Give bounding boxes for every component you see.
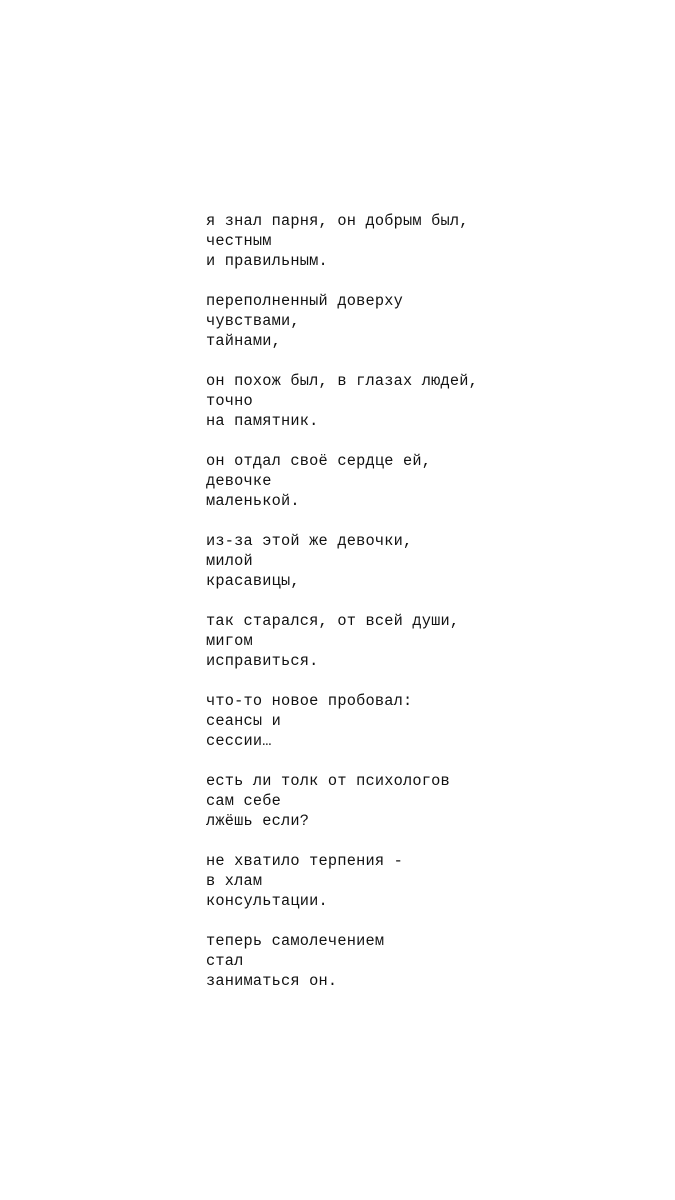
poem-line: честным (206, 232, 272, 250)
poem-line: чувствами, (206, 312, 300, 330)
poem-line: в хлам (206, 872, 263, 890)
stanza-3 (206, 371, 646, 451)
poem-line: он похож был, в глазах людей, (206, 372, 479, 390)
poem-line: стал (206, 952, 244, 970)
stanza-2 (206, 291, 646, 371)
poem-line: консультации. (206, 892, 328, 910)
poem-line: и правильным. (206, 252, 328, 270)
poem-line: из-за этой же девочки, (206, 532, 413, 550)
poem-line: заниматься он. (206, 972, 338, 990)
poem-line: красавицы, (206, 572, 300, 590)
poem-line: сессии… (206, 732, 272, 750)
poem-line: сеансы и (206, 712, 282, 730)
stanza-9 (206, 851, 646, 931)
poem-line: девочке (206, 472, 272, 490)
stanza-6 (206, 611, 646, 691)
poem (206, 211, 646, 1011)
poem-line: тайнами, (206, 332, 282, 350)
poem-line: переполненный доверху (206, 292, 403, 310)
stanza-7 (206, 691, 646, 771)
poem-line: что-то новое пробовал: (206, 692, 413, 710)
poem-line: мигом (206, 632, 253, 650)
poem-line: на памятник. (206, 412, 319, 430)
poem-line: сам себе (206, 792, 282, 810)
poem-line: он отдал своё сердце ей, (206, 452, 432, 470)
poem-line: я знал парня, он добрым был, (206, 212, 469, 230)
poem-line: теперь самолечением (206, 932, 385, 950)
poem-line: не хватило терпения - (206, 852, 403, 870)
poem-line: милой (206, 552, 253, 570)
stanza-5 (206, 531, 646, 611)
poem-line: точно (206, 392, 253, 410)
stanza-1 (206, 211, 646, 291)
poem-line: есть ли толк от психологов (206, 772, 450, 790)
poem-line: маленькой. (206, 492, 300, 510)
stanza-8 (206, 771, 646, 851)
stanza-4 (206, 451, 646, 531)
poem-line: исправиться. (206, 652, 319, 670)
poem-line: лжёшь если? (206, 812, 310, 830)
stanza-10 (206, 931, 646, 1011)
poem-line: так старался, от всей души, (206, 612, 460, 630)
